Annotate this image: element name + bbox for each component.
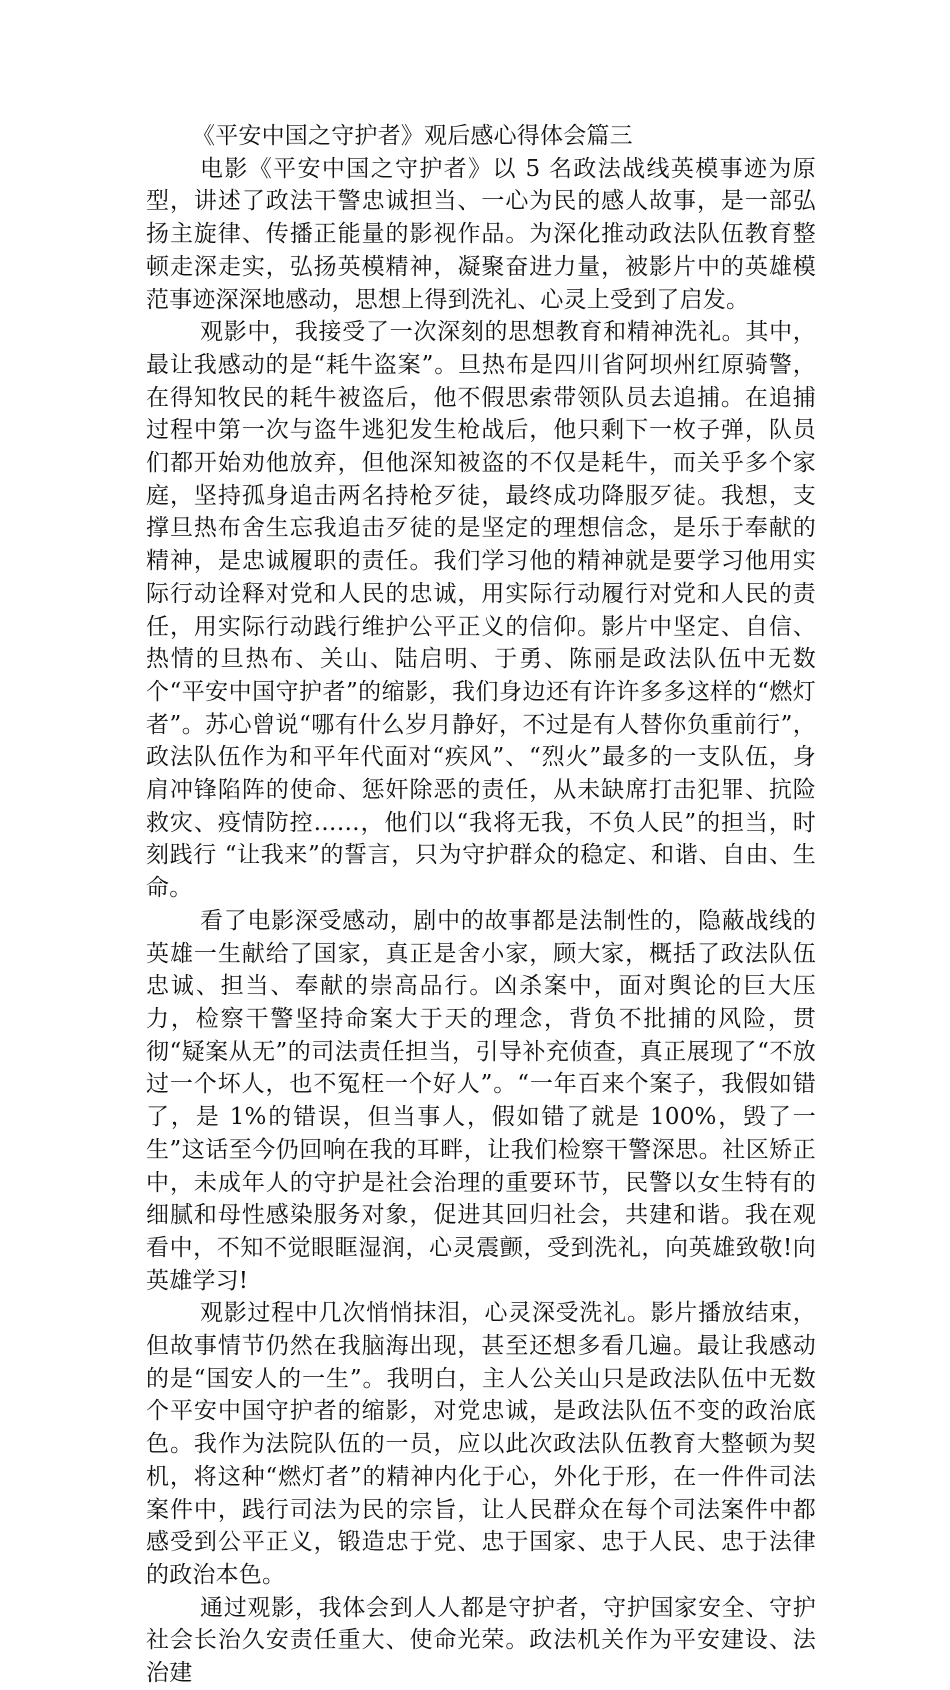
paragraph-5: 通过观影，我体会到人人都是守护者，守护国家安全、守护社会长治久安责任重大、使命光荣。政法机关作为平安建设、法治建 (146, 1594, 816, 1687)
paragraph-4: 观影过程中几次悄悄抹泪，心灵深受洗礼。影片播放结束，但故事情节仍然在我脑海出现，甚至还想多看几遍。最让我感动的是“国安人的一生”。我明白，主人公关山只是政法队伍中无数个平安中国守护者的缩影，对党忠诚，是政法队伍不变的政治底色。我作为法院队伍的一员，应以此次政法队伍教育大整顿为契机，将这种“燃灯者”的精神内化于心，外化于形，在一件件司法案件中，践行司法为民的宗旨，让人民群众在每个司法案件中都感受到公平正义，锻造忠于党、忠于国家、忠于人民、忠于法律的政治本色。 (146, 1300, 816, 1588)
document-body (146, 120, 816, 1690)
paragraph-1: 电影《平安中国之守护者》以 5 名政法战线英模事迹为原型，讲述了政法干警忠诚担当、一心为民的感人故事，是一部弘扬主旋律、传播正能量的影视作品。为深化推动政法队伍教育整顿走深走实，弘扬英模精神，凝聚奋进力量，被影片中的英雄模范事迹深深地感动，思想上得到洗礼、心灵上受到了启发。 (146, 155, 816, 313)
paragraph-2: 观影中，我接受了一次深刻的思想教育和精神洗礼。其中，最让我感动的是“耗牛盗案”。旦热布是四川省阿坝州红原骑警，在得知牧民的耗牛被盗后，他不假思索带领队员去追捕。在追捕过程中第一次与盗牛逃犯发生枪战后，他只剩下一枚子弹，队员们都开始劝他放弃，但他深知被盗的不仅是耗牛，而关乎多个家庭，坚持孤身追击两名持枪歹徒，最终成功降服歹徒。我想，支撑旦热布舍生忘我追击歹徒的是坚定的理想信念，是乐于奉献的精神，是忠诚履职的责任。我们学习他的精神就是要学习他用实际行动诠释对党和人民的忠诚，用实际行动履行对党和人民的责任，用实际行动践行维护公平正义的信仰。影片中坚定、自信、热情的旦热布、关山、陆启明、于勇、陈丽是政法队伍中无数个“平安中国守护者”的缩影，我们身边还有许许多多这样的“燃灯者”。苏心曾说“哪有什么岁月静好，不过是有人替你负重前行”，政法队伍作为和平年代面对“疾风”、“烈火”最多的一支队伍，身肩冲锋陷阵的使命、惩奸除恶的责任，从未缺席打击犯罪、抗险救灾、疫情防控……，他们以“我将无我，不负人民”的担当，时刻践行 “让我来”的誓言，只为守护群众的稳定、和谐、自由、生命。 (146, 319, 816, 902)
document-title: 《平安中国之守护者》观后感心得体会篇三 (192, 123, 633, 149)
paragraph-3: 看了电影深受感动，剧中的故事都是法制性的，隐蔽战线的英雄一生献给了国家，真正是舍小家，顾大家，概括了政法队伍忠诚、担当、奉献的崇高品行。凶杀案中，面对舆论的巨大压力，检察干警坚持命案大于天的理念，背负不批捕的风险，贯彻“疑案从无”的司法责任担当，引导补充侦查，真正展现了“不放过一个坏人，也不冤枉一个好人”。“一年百来个案子，我假如错了，是 1%的错误，但当事人，假如错了就是 100%，毁了一生”这话至今仍回响在我的耳畔，让我们检察干警深思。社区矫正中，未成年人的守护是社会治理的重要环节，民警以女生特有的细腻和母性感染服务对象，促进其回归社会，共建和谐。我在观看中，不知不觉眼眶湿润，心灵震颤，受到洗礼，向英雄致敬!向英雄学习! (146, 907, 816, 1294)
